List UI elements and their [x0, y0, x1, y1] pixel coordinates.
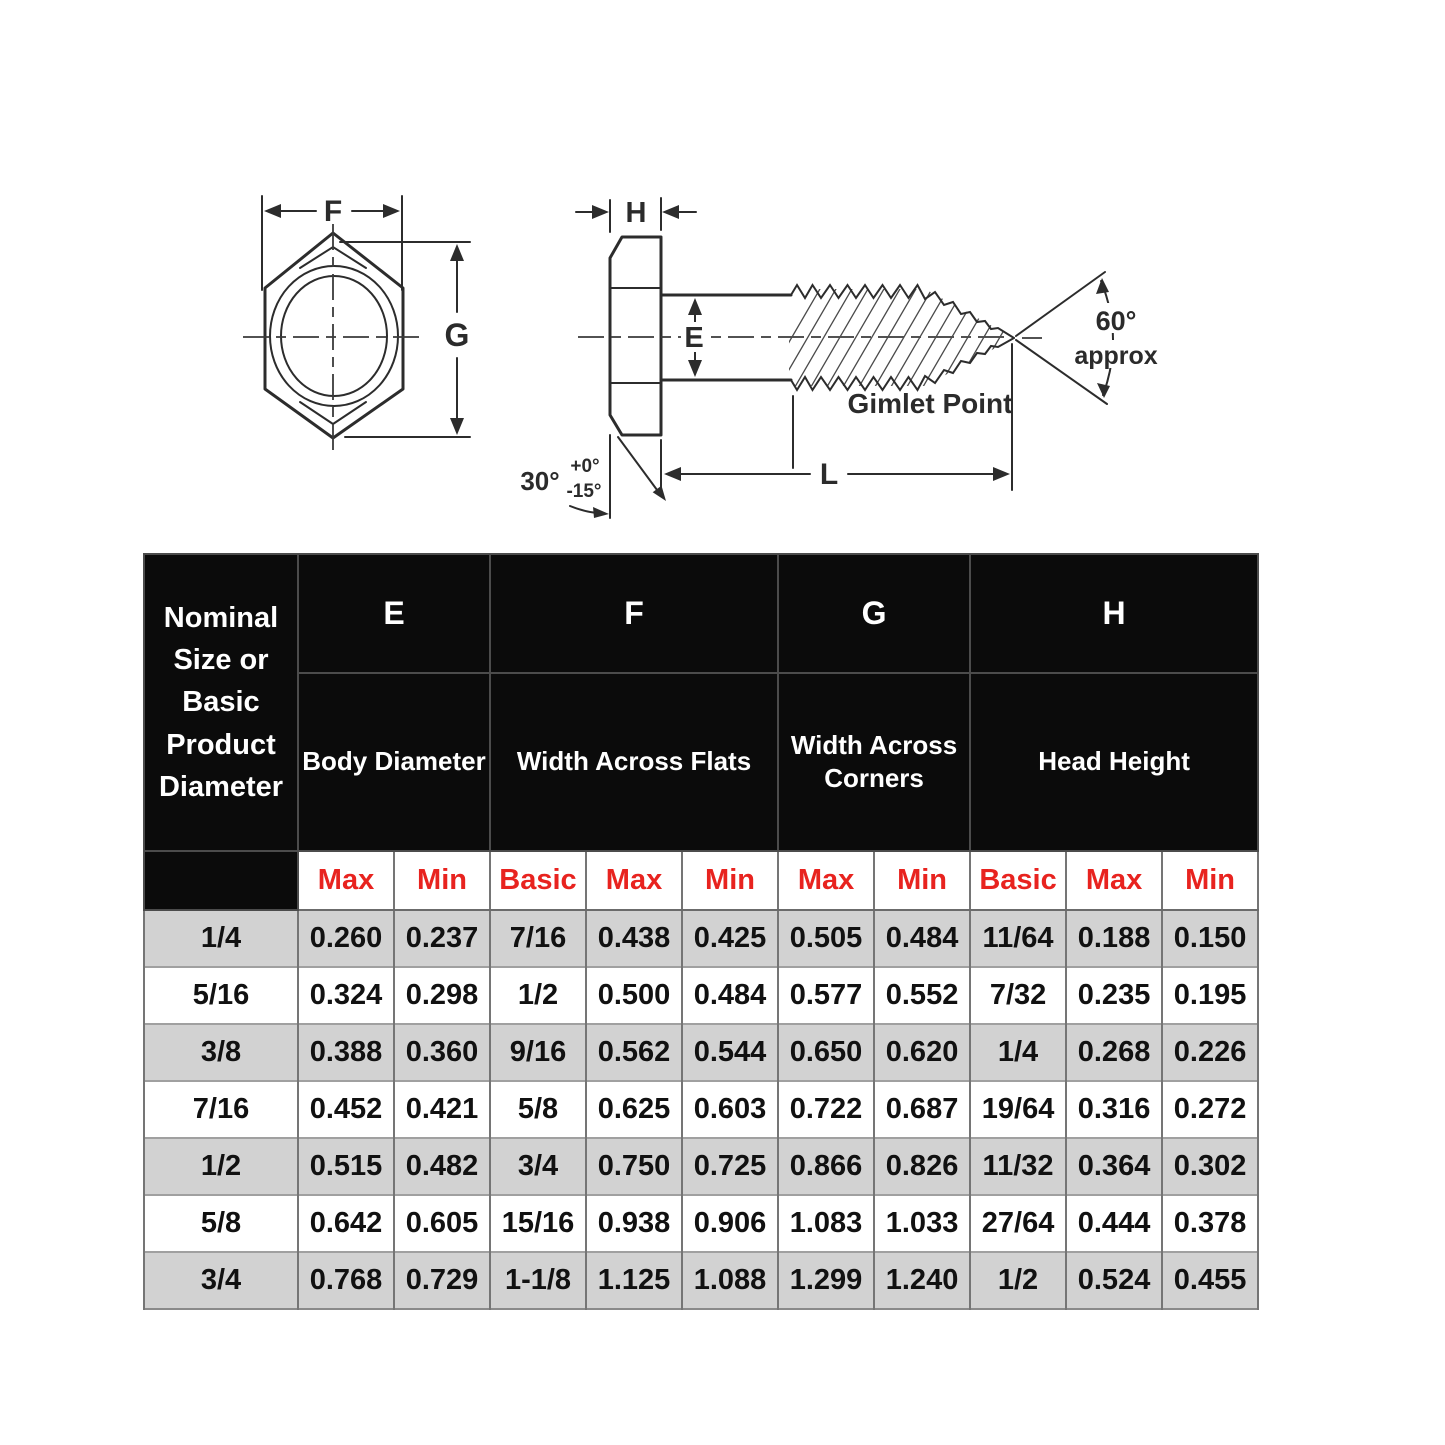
subheader-max: Max [778, 851, 874, 910]
row-size-cell: 3/4 [144, 1252, 298, 1309]
data-cell: 0.268 [1066, 1024, 1162, 1081]
label-30-degrees: 30° [520, 466, 560, 496]
data-cell: 0.237 [394, 910, 490, 967]
header-description-row [144, 673, 1258, 851]
group-name-width-across-flats: Width Across Flats [490, 673, 778, 851]
data-cell: 0.938 [586, 1195, 682, 1252]
data-cell: 0.620 [874, 1024, 970, 1081]
data-cell: 27/64 [970, 1195, 1066, 1252]
data-cell: 0.195 [1162, 967, 1258, 1024]
subheader-max: Max [298, 851, 394, 910]
data-cell: 0.500 [586, 967, 682, 1024]
data-cell: 11/64 [970, 910, 1066, 967]
data-cell: 1.240 [874, 1252, 970, 1309]
data-cell: 0.515 [298, 1138, 394, 1195]
data-cell: 7/16 [490, 910, 586, 967]
group-header-H: H [970, 554, 1258, 673]
data-cell: 0.421 [394, 1081, 490, 1138]
table-row [144, 1024, 1258, 1081]
subheader-max: Max [586, 851, 682, 910]
data-cell: 0.150 [1162, 910, 1258, 967]
group-name-body-diameter: Body Diameter [298, 673, 490, 851]
label-minus-15-degrees: -15° [566, 481, 602, 502]
subheader-basic: Basic [490, 851, 586, 910]
data-cell: 0.524 [1066, 1252, 1162, 1309]
data-cell: 0.260 [298, 910, 394, 967]
data-cell: 0.906 [682, 1195, 778, 1252]
data-cell: 0.444 [1066, 1195, 1162, 1252]
table-row [144, 1195, 1258, 1252]
data-cell: 0.364 [1066, 1138, 1162, 1195]
subheader-max: Max [1066, 851, 1162, 910]
data-cell: 15/16 [490, 1195, 586, 1252]
group-name-width-across-corners: Width Across Corners [778, 673, 970, 851]
data-cell: 0.750 [586, 1138, 682, 1195]
data-cell: 1.088 [682, 1252, 778, 1309]
data-cell: 0.562 [586, 1024, 682, 1081]
subheader-min: Min [394, 851, 490, 910]
group-name-head-height: Head Height [970, 673, 1258, 851]
data-cell: 0.650 [778, 1024, 874, 1081]
subheader-min: Min [682, 851, 778, 910]
table-body [144, 910, 1258, 1309]
group-header-G: G [778, 554, 970, 673]
data-cell: 0.625 [586, 1081, 682, 1138]
subheader-min: Min [1162, 851, 1258, 910]
data-cell: 1.299 [778, 1252, 874, 1309]
data-cell: 0.722 [778, 1081, 874, 1138]
data-cell: 0.438 [586, 910, 682, 967]
data-cell: 0.425 [682, 910, 778, 967]
label-G: G [444, 317, 470, 353]
table-row [144, 1081, 1258, 1138]
row-size-cell: 5/16 [144, 967, 298, 1024]
subheader-basic: Basic [970, 851, 1066, 910]
data-cell: 1.083 [778, 1195, 874, 1252]
data-cell: 0.605 [394, 1195, 490, 1252]
label-60-degrees: 60° [1095, 306, 1137, 336]
data-cell: 0.316 [1066, 1081, 1162, 1138]
data-cell: 3/4 [490, 1138, 586, 1195]
data-cell: 0.729 [394, 1252, 490, 1309]
data-cell: 0.360 [394, 1024, 490, 1081]
row-size-cell: 1/2 [144, 1138, 298, 1195]
thread-section [760, 282, 1048, 468]
data-cell: 0.577 [778, 967, 874, 1024]
label-gimlet-point: Gimlet Point [847, 388, 1013, 419]
column-header-nominal-size: Nominal Size or Basic Product Diameter [144, 554, 298, 851]
data-cell: 5/8 [490, 1081, 586, 1138]
data-cell: 1.125 [586, 1252, 682, 1309]
data-cell: 0.725 [682, 1138, 778, 1195]
group-header-E: E [298, 554, 490, 673]
row-size-cell: 3/8 [144, 1024, 298, 1081]
data-cell: 0.298 [394, 967, 490, 1024]
table-row [144, 910, 1258, 967]
data-cell: 0.484 [682, 967, 778, 1024]
data-cell: 1/2 [970, 1252, 1066, 1309]
data-cell: 0.544 [682, 1024, 778, 1081]
label-E: E [684, 322, 704, 354]
data-cell: 0.388 [298, 1024, 394, 1081]
data-cell: 0.378 [1162, 1195, 1258, 1252]
data-cell: 0.455 [1162, 1252, 1258, 1309]
label-approx: approx [1074, 342, 1158, 370]
header-letter-row [144, 554, 1258, 673]
table-row [144, 1138, 1258, 1195]
table-row [144, 967, 1258, 1024]
data-cell: 9/16 [490, 1024, 586, 1081]
data-cell: 0.768 [298, 1252, 394, 1309]
hex-head-front-view [243, 224, 423, 455]
label-H: H [625, 197, 647, 229]
data-cell: 11/32 [970, 1138, 1066, 1195]
data-cell: 0.226 [1162, 1024, 1258, 1081]
lag-screw-dimension-table [143, 553, 1259, 1310]
data-cell: 1/2 [490, 967, 586, 1024]
data-cell: 1.033 [874, 1195, 970, 1252]
data-cell: 0.484 [874, 910, 970, 967]
row-size-cell: 7/16 [144, 1081, 298, 1138]
header-subcolumn-row [144, 851, 1258, 910]
data-cell: 0.482 [394, 1138, 490, 1195]
subheader-blank-cell [144, 851, 298, 910]
data-cell: 0.505 [778, 910, 874, 967]
data-cell: 0.866 [778, 1138, 874, 1195]
dimension-H [576, 197, 696, 232]
data-cell: 0.188 [1066, 910, 1162, 967]
label-plus-0-degrees: +0° [570, 456, 600, 477]
data-cell: 19/64 [970, 1081, 1066, 1138]
data-cell: 0.552 [874, 967, 970, 1024]
data-cell: 0.687 [874, 1081, 970, 1138]
data-cell: 1/4 [970, 1024, 1066, 1081]
data-cell: 0.235 [1066, 967, 1162, 1024]
data-cell: 0.826 [874, 1138, 970, 1195]
table-row [144, 1252, 1258, 1309]
data-cell: 0.272 [1162, 1081, 1258, 1138]
group-header-F: F [490, 554, 778, 673]
label-F: F [323, 195, 343, 228]
annotation-30-degrees [520, 435, 666, 518]
data-cell: 7/32 [970, 967, 1066, 1024]
data-cell: 0.302 [1162, 1138, 1258, 1195]
data-cell: 0.642 [298, 1195, 394, 1252]
row-size-cell: 5/8 [144, 1195, 298, 1252]
dimension-E [681, 298, 707, 377]
data-cell: 0.452 [298, 1081, 394, 1138]
data-cell: 0.324 [298, 967, 394, 1024]
label-L: L [819, 458, 839, 491]
data-cell: 0.603 [682, 1081, 778, 1138]
data-cell: 1-1/8 [490, 1252, 586, 1309]
lag-screw-diagram [0, 0, 1445, 552]
row-size-cell: 1/4 [144, 910, 298, 967]
subheader-min: Min [874, 851, 970, 910]
